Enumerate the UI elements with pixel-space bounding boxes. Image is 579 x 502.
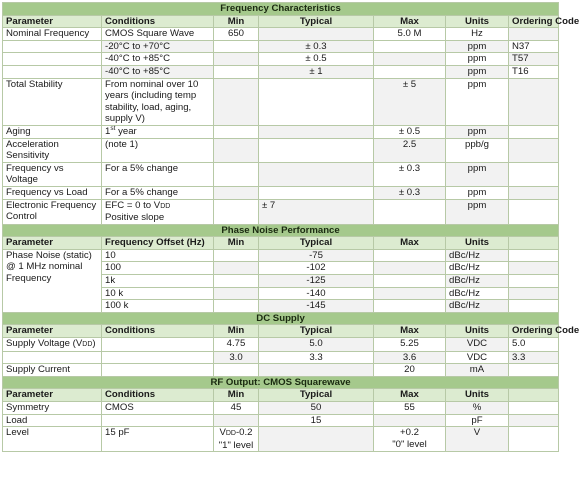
units-phase-0: dBc/Hz bbox=[446, 249, 509, 262]
col-units: Units bbox=[446, 389, 509, 402]
param-supply-voltage bbox=[3, 338, 102, 352]
param-freq-vs-load: Frequency vs Load bbox=[3, 186, 102, 199]
code-temp-2: T16 bbox=[509, 65, 559, 78]
typ-empty bbox=[259, 28, 374, 41]
code-empty bbox=[509, 275, 559, 288]
min-nominal-frequency: 650 bbox=[214, 28, 259, 41]
cond-aging-sup: st bbox=[110, 124, 116, 132]
table-row-freq-vs-load bbox=[3, 186, 559, 199]
units-efc: ppm bbox=[446, 199, 509, 224]
section-dc-supply bbox=[3, 312, 559, 325]
code-empty bbox=[509, 364, 559, 377]
code-empty bbox=[509, 186, 559, 199]
max-freq-vs-load: ± 0.3 bbox=[374, 186, 446, 199]
min-empty bbox=[214, 364, 259, 377]
units-acceleration: ppb/g bbox=[446, 138, 509, 162]
col-typical: Typical bbox=[259, 325, 374, 338]
units-freq-vs-voltage: ppm bbox=[446, 162, 509, 186]
max-symmetry: 55 bbox=[374, 402, 446, 415]
max-empty bbox=[374, 414, 446, 427]
max-empty bbox=[374, 65, 446, 78]
col-max: Max bbox=[374, 325, 446, 338]
max-empty bbox=[374, 199, 446, 224]
column-header-row bbox=[3, 237, 559, 250]
param-symmetry: Symmetry bbox=[3, 402, 102, 415]
table-row-efc bbox=[3, 199, 559, 224]
typ-empty bbox=[259, 78, 374, 125]
cond-aging-num: 1 bbox=[105, 125, 111, 137]
max-empty bbox=[374, 287, 446, 300]
min-empty bbox=[214, 125, 259, 138]
units-supply-1: VDC bbox=[446, 351, 509, 364]
code-empty bbox=[509, 262, 559, 275]
typ-load: 15 bbox=[259, 414, 374, 427]
cond-empty bbox=[102, 364, 214, 377]
param-nominal-frequency: Nominal Frequency bbox=[3, 28, 102, 41]
min-empty bbox=[214, 78, 259, 125]
units-nominal-frequency: Hz bbox=[446, 28, 509, 41]
table-row-acceleration bbox=[3, 138, 559, 162]
typ-empty bbox=[259, 162, 374, 186]
table-row-nominal-frequency bbox=[3, 28, 559, 41]
min-empty bbox=[214, 414, 259, 427]
max-nominal-frequency: 5.0 M bbox=[374, 28, 446, 41]
max-supply-1: 3.6 bbox=[374, 351, 446, 364]
cond-efc-line1: EFC = 0 to V bbox=[105, 199, 161, 211]
typ-empty bbox=[259, 427, 374, 452]
typ-symmetry: 50 bbox=[259, 402, 374, 415]
max-supply-0: 5.25 bbox=[374, 338, 446, 352]
typ-temp-2: ± 1 bbox=[259, 65, 374, 78]
section-rf-output bbox=[3, 376, 559, 389]
units-supply-current: mA bbox=[446, 364, 509, 377]
table-row-load bbox=[3, 414, 559, 427]
code-empty bbox=[509, 125, 559, 138]
max-empty bbox=[374, 275, 446, 288]
col-typical: Typical bbox=[259, 15, 374, 28]
code-empty bbox=[509, 427, 559, 452]
cond-nominal-frequency: CMOS Square Wave bbox=[102, 28, 214, 41]
code-supply-0: 5.0 bbox=[509, 338, 559, 352]
units-supply-0: VDC bbox=[446, 338, 509, 352]
min-supply-0: 4.75 bbox=[214, 338, 259, 352]
param-empty bbox=[3, 65, 102, 78]
param-aging: Aging bbox=[3, 125, 102, 138]
param-phase-noise: Phase Noise (static) @ 1 MHz nominal Frequency bbox=[3, 249, 102, 312]
cond-temp-0: -20°C to +70°C bbox=[102, 40, 214, 53]
min-empty bbox=[214, 53, 259, 66]
offset-4: 100 k bbox=[102, 300, 214, 313]
offset-1: 100 bbox=[102, 262, 214, 275]
typ-empty bbox=[259, 125, 374, 138]
typ-temp-0: ± 0.3 bbox=[259, 40, 374, 53]
param-empty bbox=[3, 351, 102, 364]
max-acceleration: 2.5 bbox=[374, 138, 446, 162]
min-level-rest: -0.2 bbox=[235, 427, 253, 439]
param-empty bbox=[3, 40, 102, 53]
col-empty bbox=[509, 237, 559, 250]
table-row-supply-current bbox=[3, 364, 559, 377]
col-max: Max bbox=[374, 237, 446, 250]
min-symmetry: 45 bbox=[214, 402, 259, 415]
cond-efc bbox=[102, 199, 214, 224]
code-empty bbox=[509, 287, 559, 300]
col-ordering-code: Ordering Code bbox=[509, 325, 559, 338]
code-empty bbox=[509, 162, 559, 186]
column-header-row bbox=[3, 15, 559, 28]
col-parameter: Parameter bbox=[3, 325, 102, 338]
col-units: Units bbox=[446, 325, 509, 338]
table-row-supply-voltage bbox=[3, 338, 559, 352]
cond-temp-2: -40°C to +85°C bbox=[102, 65, 214, 78]
typ-efc: ± 7 bbox=[259, 199, 374, 224]
units-aging: ppm bbox=[446, 125, 509, 138]
typ-supply-1: 3.3 bbox=[259, 351, 374, 364]
min-empty bbox=[214, 199, 259, 224]
units-temp-2: ppm bbox=[446, 65, 509, 78]
table-row-freq-vs-voltage bbox=[3, 162, 559, 186]
param-acceleration: Acceleration Sensitivity bbox=[3, 138, 102, 162]
typ-phase-2: -125 bbox=[259, 275, 374, 288]
max-total-stability: ± 5 bbox=[374, 78, 446, 125]
max-empty bbox=[374, 249, 446, 262]
max-aging: ± 0.5 bbox=[374, 125, 446, 138]
code-temp-0: N37 bbox=[509, 40, 559, 53]
cond-symmetry: CMOS bbox=[102, 402, 214, 415]
offset-0: 10 bbox=[102, 249, 214, 262]
min-empty bbox=[214, 275, 259, 288]
param-total-stability: Total Stability bbox=[3, 78, 102, 125]
table-row-level bbox=[3, 427, 559, 452]
max-level-line1: +0.2 bbox=[400, 427, 419, 439]
cond-empty bbox=[102, 414, 214, 427]
param-supply-voltage-close: ) bbox=[92, 338, 96, 350]
min-empty bbox=[214, 249, 259, 262]
max-empty bbox=[374, 40, 446, 53]
col-parameter: Parameter bbox=[3, 15, 102, 28]
max-supply-current: 20 bbox=[374, 364, 446, 377]
cond-freq-vs-voltage: For a 5% change bbox=[102, 162, 214, 186]
cond-empty bbox=[102, 351, 214, 364]
cond-total-stability: From nominal over 10 years (including temp stability, load, aging, supply V) bbox=[102, 78, 214, 125]
max-freq-vs-voltage: ± 0.3 bbox=[374, 162, 446, 186]
cond-empty bbox=[102, 338, 214, 352]
min-empty bbox=[214, 138, 259, 162]
col-max: Max bbox=[374, 15, 446, 28]
col-min: Min bbox=[214, 389, 259, 402]
col-parameter: Parameter bbox=[3, 237, 102, 250]
spec-sheet bbox=[2, 2, 579, 452]
units-total-stability: ppm bbox=[446, 78, 509, 125]
col-conditions: Conditions bbox=[102, 15, 214, 28]
param-load: Load bbox=[3, 414, 102, 427]
section-title-frequency: Frequency Characteristics bbox=[3, 3, 559, 16]
column-header-row bbox=[3, 389, 559, 402]
code-empty bbox=[509, 138, 559, 162]
typ-phase-3: -140 bbox=[259, 287, 374, 300]
typ-empty bbox=[259, 364, 374, 377]
min-empty bbox=[214, 65, 259, 78]
typ-phase-4: -145 bbox=[259, 300, 374, 313]
max-level-line2: "0" level bbox=[392, 438, 427, 450]
cond-aging-rest: year bbox=[115, 125, 137, 137]
col-conditions: Conditions bbox=[102, 389, 214, 402]
param-freq-vs-voltage: Frequency vs Voltage bbox=[3, 162, 102, 186]
units-freq-vs-load: ppm bbox=[446, 186, 509, 199]
section-title-rf-output: RF Output: CMOS Squarewave bbox=[3, 376, 559, 389]
code-supply-1: 3.3 bbox=[509, 351, 559, 364]
typ-phase-0: -75 bbox=[259, 249, 374, 262]
typ-supply-0: 5.0 bbox=[259, 338, 374, 352]
col-ordering-code: Ordering Code bbox=[509, 15, 559, 28]
max-level bbox=[374, 427, 446, 452]
min-supply-1: 3.0 bbox=[214, 351, 259, 364]
col-typical: Typical bbox=[259, 237, 374, 250]
cond-temp-1: -40°C to +85°C bbox=[102, 53, 214, 66]
cond-aging bbox=[102, 125, 214, 138]
section-phase-noise bbox=[3, 224, 559, 237]
col-conditions: Conditions bbox=[102, 325, 214, 338]
table-row-temp-stability bbox=[3, 53, 559, 66]
cond-efc-sub: DD bbox=[160, 202, 171, 210]
units-phase-2: dBc/Hz bbox=[446, 275, 509, 288]
code-temp-1: T57 bbox=[509, 53, 559, 66]
min-empty bbox=[214, 300, 259, 313]
units-temp-1: ppm bbox=[446, 53, 509, 66]
col-typical: Typical bbox=[259, 389, 374, 402]
typ-phase-1: -102 bbox=[259, 262, 374, 275]
max-empty bbox=[374, 53, 446, 66]
typ-empty bbox=[259, 186, 374, 199]
col-min: Min bbox=[214, 237, 259, 250]
param-level: Level bbox=[3, 427, 102, 452]
cond-efc-line2: Positive slope bbox=[105, 212, 165, 224]
col-max: Max bbox=[374, 389, 446, 402]
cond-freq-vs-load: For a 5% change bbox=[102, 186, 214, 199]
param-empty bbox=[3, 53, 102, 66]
param-supply-current: Supply Current bbox=[3, 364, 102, 377]
code-empty bbox=[509, 300, 559, 313]
max-empty bbox=[374, 262, 446, 275]
max-empty bbox=[374, 300, 446, 313]
min-empty bbox=[214, 287, 259, 300]
min-empty bbox=[214, 186, 259, 199]
table-row-total-stability bbox=[3, 78, 559, 125]
col-units: Units bbox=[446, 15, 509, 28]
min-level-line2: "1" level bbox=[218, 439, 254, 451]
units-symmetry: % bbox=[446, 402, 509, 415]
col-empty bbox=[509, 389, 559, 402]
table-row-aging bbox=[3, 125, 559, 138]
section-title-dc-supply: DC Supply bbox=[3, 312, 559, 325]
offset-2: 1k bbox=[102, 275, 214, 288]
table-row-symmetry bbox=[3, 402, 559, 415]
table-row-phase-noise bbox=[3, 249, 559, 262]
min-empty bbox=[214, 40, 259, 53]
code-empty bbox=[509, 78, 559, 125]
units-phase-4: dBc/Hz bbox=[446, 300, 509, 313]
min-level-v: V bbox=[219, 427, 226, 439]
table-row-supply-voltage bbox=[3, 351, 559, 364]
cond-level: 15 pF bbox=[102, 427, 214, 452]
code-empty bbox=[509, 199, 559, 224]
param-supply-voltage-sub: DD bbox=[82, 341, 93, 349]
offset-3: 10 k bbox=[102, 287, 214, 300]
section-frequency bbox=[3, 3, 559, 16]
col-min: Min bbox=[214, 15, 259, 28]
min-level-sub: DD bbox=[225, 430, 236, 438]
cond-acceleration: (note 1) bbox=[102, 138, 214, 162]
col-min: Min bbox=[214, 325, 259, 338]
param-efc: Electronic Frequency Control bbox=[3, 199, 102, 224]
units-phase-3: dBc/Hz bbox=[446, 287, 509, 300]
units-level: V bbox=[446, 427, 509, 452]
code-empty bbox=[509, 28, 559, 41]
column-header-row bbox=[3, 325, 559, 338]
code-empty bbox=[509, 249, 559, 262]
section-title-phase-noise: Phase Noise Performance bbox=[3, 224, 559, 237]
col-frequency-offset: Frequency Offset (Hz) bbox=[102, 237, 214, 250]
table-row-temp-stability bbox=[3, 40, 559, 53]
col-parameter: Parameter bbox=[3, 389, 102, 402]
typ-temp-1: ± 0.5 bbox=[259, 53, 374, 66]
min-empty bbox=[214, 162, 259, 186]
code-empty bbox=[509, 402, 559, 415]
typ-empty bbox=[259, 138, 374, 162]
min-level bbox=[214, 427, 259, 452]
col-units: Units bbox=[446, 237, 509, 250]
min-empty bbox=[214, 262, 259, 275]
units-phase-1: dBc/Hz bbox=[446, 262, 509, 275]
units-temp-0: ppm bbox=[446, 40, 509, 53]
code-empty bbox=[509, 414, 559, 427]
table-row-temp-stability bbox=[3, 65, 559, 78]
units-load: pF bbox=[446, 414, 509, 427]
param-supply-voltage-label: Supply Voltage (V bbox=[6, 338, 83, 350]
spec-table bbox=[2, 2, 579, 452]
